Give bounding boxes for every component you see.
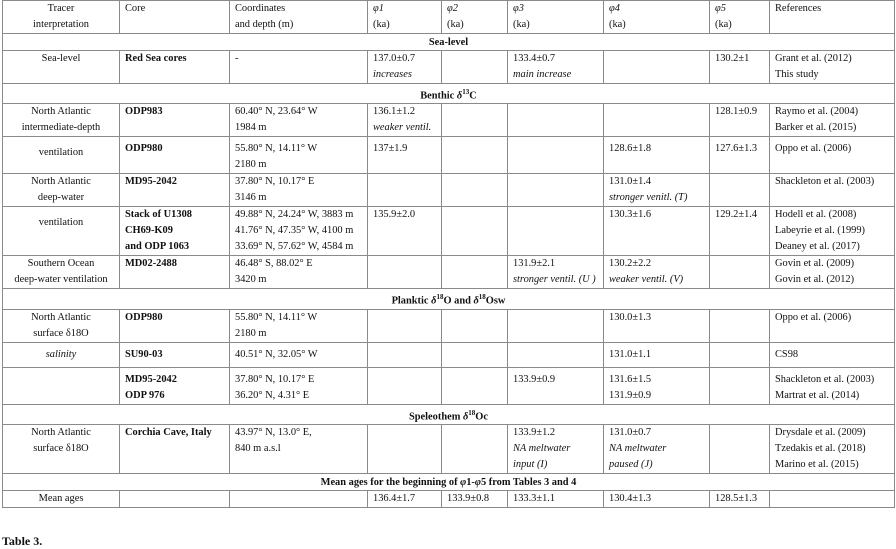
cell-phi5: [710, 342, 770, 367]
cell-phi2: [442, 137, 508, 174]
cell-phi5: [710, 309, 770, 342]
cell-phi4: 130.2±2.2 weaker ventil. (V): [604, 256, 710, 289]
cell-coords: 55.80° N, 14.11° W 2180 m: [230, 309, 368, 342]
cell-core: ODP983: [120, 104, 230, 137]
cell-phi1: 135.9±2.0: [368, 207, 442, 256]
table-row: [3, 367, 895, 404]
header-phi5: φ5 (ka): [710, 1, 770, 34]
cell-phi4: [604, 104, 710, 137]
cell-phi2: [442, 104, 508, 137]
cell-refs: CS98: [770, 342, 895, 367]
table-row: [3, 491, 895, 508]
cell-phi4: 131.6±1.5 131.9±0.9: [604, 367, 710, 404]
cell-phi1: 136.1±1.2 weaker ventil.: [368, 104, 442, 137]
cell-core: Corchia Cave, Italy: [120, 425, 230, 474]
cell-coords: 37.80° N, 10.17° E 3146 m: [230, 174, 368, 207]
cell-phi1: [368, 367, 442, 404]
cell-phi1: [368, 342, 442, 367]
cell-phi1: 136.4±1.7: [368, 491, 442, 508]
cell-phi5: [710, 367, 770, 404]
cell-tracer: Mean ages: [3, 491, 120, 508]
cell-coords: 55.80° N, 14.11° W 2180 m: [230, 137, 368, 174]
cell-phi3: 133.9±1.2 NA meltwater input (I): [508, 425, 604, 474]
cell-refs: Oppo et al. (2006): [770, 137, 895, 174]
section-planktic: [3, 289, 895, 309]
cell-phi4: 131.0±1.1: [604, 342, 710, 367]
section-title: Sea-level: [3, 34, 895, 51]
cell-refs: Drysdale et al. (2009) Tzedakis et al. (2018) Marino et al. (2015): [770, 425, 895, 474]
table-row: [3, 342, 895, 367]
cell-core: MD95-2042 ODP 976: [120, 367, 230, 404]
cell-phi5: 130.2±1: [710, 51, 770, 84]
table-row: [3, 104, 895, 137]
cell-core: Red Sea cores: [120, 51, 230, 84]
cell-refs: Raymo et al. (2004) Barker et al. (2015): [770, 104, 895, 137]
table-row: [3, 174, 895, 207]
header-phi2: φ2 (ka): [442, 1, 508, 34]
cell-phi5: [710, 425, 770, 474]
cell-coords: 49.88° N, 24.24° W, 3883 m 41.76° N, 47.35° W, 4100 m 33.69° N, 57.62° W, 4584 m: [230, 207, 368, 256]
header-phi1: φ1 (ka): [368, 1, 442, 34]
cell-phi4: 130.4±1.3: [604, 491, 710, 508]
cell-coords: 37.80° N, 10.17° E 36.20° N, 4.31° E: [230, 367, 368, 404]
cell-phi5: 129.2±1.4: [710, 207, 770, 256]
cell-refs: Shackleton et al. (2003) Martrat et al. (2014): [770, 367, 895, 404]
cell-coords: 40.51° N, 32.05° W: [230, 342, 368, 367]
cell-refs: [770, 491, 895, 508]
cell-phi1: 137±1.9: [368, 137, 442, 174]
cell-core: ODP980: [120, 309, 230, 342]
header-refs: References: [770, 1, 895, 34]
cell-refs: Oppo et al. (2006): [770, 309, 895, 342]
cell-phi5: 127.6±1.3: [710, 137, 770, 174]
cell-phi3: [508, 207, 604, 256]
section-speleothem: [3, 404, 895, 424]
section-benthic: [3, 84, 895, 104]
cell-phi3: 133.4±0.7 main increase: [508, 51, 604, 84]
cell-phi3: 133.9±0.9: [508, 367, 604, 404]
table-row: [3, 137, 895, 174]
cell-tracer: North Atlantic deep-water: [3, 174, 120, 207]
header-row: [3, 1, 895, 34]
cell-refs: Govin et al. (2009) Govin et al. (2012): [770, 256, 895, 289]
cell-phi2: [442, 367, 508, 404]
table-row: [3, 256, 895, 289]
cell-phi3: [508, 342, 604, 367]
table-row: [3, 425, 895, 474]
table-row: [3, 207, 895, 256]
cell-phi1: [368, 174, 442, 207]
cell-phi2: [442, 51, 508, 84]
cell-phi2: [442, 425, 508, 474]
cell-phi4: 131.0±0.7 NA meltwater paused (J): [604, 425, 710, 474]
cell-phi4: 130.0±1.3: [604, 309, 710, 342]
cell-core: MD02-2488: [120, 256, 230, 289]
section-sealevel: [3, 34, 895, 51]
cell-core: ODP980: [120, 137, 230, 174]
cell-tracer: Sea-level: [3, 51, 120, 84]
cell-tracer: salinity: [3, 342, 120, 367]
cell-phi3: [508, 309, 604, 342]
cell-phi3: [508, 174, 604, 207]
table-row: [3, 309, 895, 342]
cell-refs: Hodell et al. (2008) Labeyrie et al. (1999) Deaney et al. (2017): [770, 207, 895, 256]
section-title: Mean ages for the beginning of φ1-φ5 from Tables 3 and 4: [3, 474, 895, 491]
cell-tracer: [3, 367, 120, 404]
cell-phi5: 128.5±1.3: [710, 491, 770, 508]
section-title: Benthic $\delta^{13}C$: [3, 84, 895, 104]
cell-coords: 43.97° N, 13.0° E, 840 m a.s.l: [230, 425, 368, 474]
header-phi3: φ3 (ka): [508, 1, 604, 34]
cell-phi4: 130.3±1.6: [604, 207, 710, 256]
cell-refs: Shackleton et al. (2003): [770, 174, 895, 207]
cell-tracer: North Atlantic surface δ18O: [3, 309, 120, 342]
cell-coords: 46.48° S, 88.02° E 3420 m: [230, 256, 368, 289]
cell-phi3: [508, 104, 604, 137]
cell-tracer: Southern Ocean deep-water ventilation: [3, 256, 120, 289]
cell-tracer: North Atlantic surface δ18O: [3, 425, 120, 474]
cell-tracer: North Atlantic intermediate-depth: [3, 104, 120, 137]
cell-phi5: 128.1±0.9: [710, 104, 770, 137]
cell-phi1: [368, 256, 442, 289]
cell-tracer: ventilation: [3, 137, 120, 174]
cell-phi5: [710, 174, 770, 207]
cell-phi2: [442, 342, 508, 367]
cell-phi2: [442, 309, 508, 342]
cell-coords: 60.40° N, 23.64° W 1984 m: [230, 104, 368, 137]
cell-phi1: [368, 425, 442, 474]
cell-phi2: [442, 174, 508, 207]
cell-phi5: [710, 256, 770, 289]
cell-tracer: ventilation: [3, 207, 120, 256]
data-table: [2, 0, 895, 508]
cell-phi3: 131.9±2.1 stronger ventil. (U ): [508, 256, 604, 289]
cell-core: MD95-2042: [120, 174, 230, 207]
cell-phi3: 133.3±1.1: [508, 491, 604, 508]
cell-phi2: 133.9±0.8: [442, 491, 508, 508]
header-core: Core: [120, 1, 230, 34]
section-mean: [3, 474, 895, 491]
cell-core: SU90-03: [120, 342, 230, 367]
cell-phi4: [604, 51, 710, 84]
section-title: Speleothem $\delta^{18}Oc$: [3, 404, 895, 424]
header-tracer: Tracer interpretation: [3, 1, 120, 34]
cell-phi1: 137.0±0.7 increases: [368, 51, 442, 84]
table-caption: Table 3.: [2, 534, 43, 548]
cell-coords: [230, 491, 368, 508]
table-row: [3, 51, 895, 84]
cell-phi1: [368, 309, 442, 342]
header-coords: Coordinates and depth (m): [230, 1, 368, 34]
cell-phi4: 131.0±1.4 stronger venitl. (T): [604, 174, 710, 207]
cell-refs: Grant et al. (2012) This study: [770, 51, 895, 84]
cell-core: Stack of U1308 CH69-K09 and ODP 1063: [120, 207, 230, 256]
cell-phi4: 128.6±1.8: [604, 137, 710, 174]
cell-phi3: [508, 137, 604, 174]
section-title: Planktic $\delta^{18}O$ and $\delta^{18}Osw$: [3, 289, 895, 309]
cell-phi2: [442, 207, 508, 256]
header-phi4: φ4 (ka): [604, 1, 710, 34]
cell-core: [120, 491, 230, 508]
cell-coords: -: [230, 51, 368, 84]
cell-phi2: [442, 256, 508, 289]
